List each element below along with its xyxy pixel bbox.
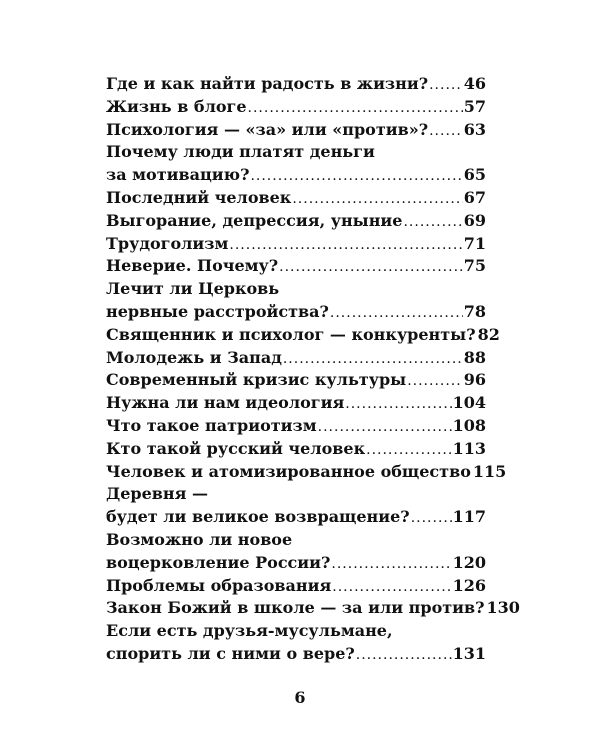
toc-entry-page: 108 xyxy=(452,415,486,435)
toc-entry-title-continued: воцерковление России? xyxy=(106,552,331,572)
toc-entry-page: 115 xyxy=(472,461,507,481)
toc-entry-title: Кто такой русский человек xyxy=(106,438,366,458)
toc-entry-first-line[interactable] xyxy=(106,529,486,552)
toc-leader-dots xyxy=(332,576,451,599)
page-number: 6 xyxy=(294,688,306,707)
toc-leader-dots xyxy=(330,302,463,325)
toc-entry-page: 71 xyxy=(463,233,486,253)
toc-entry-title-continued: нервные расстройства? xyxy=(106,301,329,321)
toc-entry-page: 104 xyxy=(452,393,486,413)
toc-entry-title: Человек и атомизированное общество xyxy=(106,461,471,481)
toc-entry-first-line[interactable] xyxy=(106,141,486,164)
toc-entry[interactable] xyxy=(106,506,486,529)
toc-entry[interactable] xyxy=(106,187,486,210)
toc-leader-dots xyxy=(250,165,462,188)
toc-entry-title: Лечит ли Церковь xyxy=(106,279,280,299)
toc-entry-title: Священник и психолог — конкуренты? xyxy=(106,324,476,344)
toc-entry-title-continued: за мотивацию? xyxy=(106,165,250,185)
toc-leader-dots xyxy=(283,348,463,371)
toc-entry[interactable] xyxy=(106,324,500,347)
toc-entry-title: Что такое патриотизм xyxy=(106,415,317,435)
toc-entry-page: 46 xyxy=(463,74,486,93)
toc-leader-dots xyxy=(403,211,462,234)
toc-entry[interactable] xyxy=(106,438,486,461)
toc-entry[interactable] xyxy=(106,210,486,233)
toc-leader-dots xyxy=(366,439,451,462)
toc-leader-dots xyxy=(318,416,452,439)
toc-leader-dots xyxy=(292,188,462,211)
toc-entry-title: Возможно ли новое xyxy=(106,529,293,549)
toc-entry-first-line[interactable] xyxy=(106,483,486,506)
toc-entry-title: Где и как найти радость в жизни? xyxy=(106,74,429,93)
toc-entry-page: 69 xyxy=(463,210,486,230)
toc-entry-title: Современный кризис культуры xyxy=(106,370,407,390)
toc-entry-page: 88 xyxy=(463,347,486,367)
toc-entry-title-continued: спорить ли с ними о вере? xyxy=(106,643,355,663)
toc-entry-page: 67 xyxy=(463,187,486,207)
toc-entry-title: Последний человек xyxy=(106,187,292,207)
toc-entry[interactable] xyxy=(106,255,486,278)
toc-entry[interactable] xyxy=(106,461,507,484)
toc-entry-title: Закон Божий в школе — за или против? xyxy=(106,598,485,618)
toc-entry-title: Почему люди платят деньги xyxy=(106,142,375,162)
toc-entry-page: 117 xyxy=(452,507,486,527)
toc-entry[interactable] xyxy=(106,392,486,415)
toc-entry-page: 63 xyxy=(463,119,486,139)
toc-entry-page: 120 xyxy=(452,552,486,572)
toc-leader-dots xyxy=(429,120,463,143)
toc-entry[interactable] xyxy=(106,575,486,598)
toc-entry-title: Жизнь в блоге xyxy=(106,96,247,116)
toc-entry-title: Нужна ли нам идеология xyxy=(106,393,345,413)
toc-entry-page: 130 xyxy=(486,598,520,618)
toc-entry[interactable] xyxy=(106,301,486,324)
toc-entry-page: 113 xyxy=(452,438,486,458)
toc-entry-page: 96 xyxy=(463,370,486,390)
toc-entry-title: Проблемы образования xyxy=(106,575,332,595)
toc-entry-title: Деревня — xyxy=(106,484,208,504)
toc-entry-title: Трудоголизм xyxy=(106,233,229,253)
toc-entry-page: 78 xyxy=(463,301,486,321)
toc-entry[interactable] xyxy=(106,347,486,370)
toc-entry[interactable] xyxy=(106,119,486,142)
toc-entry[interactable] xyxy=(106,73,486,96)
toc-leader-dots xyxy=(429,74,463,97)
toc-entry[interactable] xyxy=(106,415,486,438)
toc-leader-dots xyxy=(356,644,452,667)
toc-entry[interactable] xyxy=(106,164,486,187)
toc-entry-page: 131 xyxy=(452,643,486,663)
toc-entry[interactable] xyxy=(106,643,486,666)
toc-entry[interactable] xyxy=(106,369,486,392)
toc-entry-title: Если есть друзья-мусульмане, xyxy=(106,621,393,641)
toc-entry-title-continued: будет ли великое возвращение? xyxy=(106,507,410,527)
toc-entry-page: 65 xyxy=(463,165,486,185)
toc-entry-page: 82 xyxy=(477,324,500,344)
toc-leader-dots xyxy=(407,370,463,393)
toc-entry-page: 126 xyxy=(452,575,486,595)
toc-entry-title: Молодежь и Запад xyxy=(106,347,282,367)
toc-entry[interactable] xyxy=(106,597,520,620)
toc-entry-title: Психология — «за» или «против»? xyxy=(106,119,429,139)
toc-leader-dots xyxy=(331,553,451,576)
toc-entry-first-line[interactable] xyxy=(106,620,486,643)
table-of-contents xyxy=(106,73,520,666)
toc-entry-title: Выгорание, депрессия, уныние xyxy=(106,210,403,230)
toc-leader-dots xyxy=(248,97,463,120)
toc-entry-first-line[interactable] xyxy=(106,278,486,301)
toc-entry-page: 57 xyxy=(463,96,486,116)
toc-entry[interactable] xyxy=(106,552,486,575)
toc-entry[interactable] xyxy=(106,96,486,119)
toc-entry[interactable] xyxy=(106,233,486,256)
toc-entry-title: Неверие. Почему? xyxy=(106,256,279,276)
toc-leader-dots xyxy=(411,507,452,530)
toc-leader-dots xyxy=(279,256,463,279)
toc-leader-dots xyxy=(345,393,451,416)
toc-entry-page: 75 xyxy=(463,256,486,276)
toc-leader-dots xyxy=(229,234,462,257)
